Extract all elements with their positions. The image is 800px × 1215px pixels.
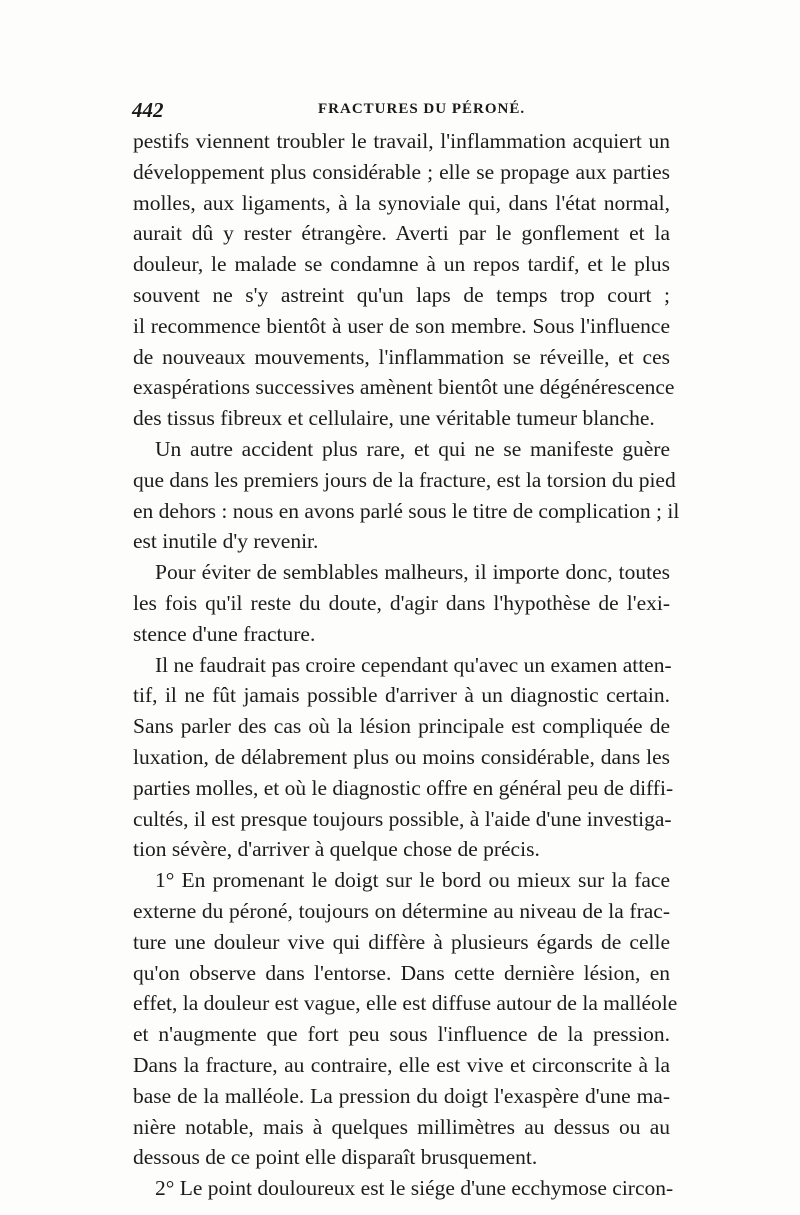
text-line: pestifs viennent troubler le travail, l'inflammation acquiert un [133,129,670,153]
text-line: parties molles, et où le diagnostic offre en général peu de diffi- [133,775,674,800]
text-line: et n'augmente que fort peu sous l'influence de la pression. [133,1022,670,1047]
running-head [130,98,680,128]
text-line: Il ne faudrait pas croire cependant qu'avec un examen atten- [155,652,672,677]
text-line: molles, aux ligaments, à la synoviale qui, dans l'état normal, [133,190,670,215]
text-line: il recommence bientôt à user de son membre. Sous l'influence [133,313,670,338]
running-title: FRACTURES DU PÉRONÉ. [318,101,526,117]
text-line: qu'on observe dans l'entorse. Dans cette dernière lésion, en [133,960,670,985]
text-line: cultés, il est presque toujours possible, à l'aide d'une investiga- [133,806,672,831]
text-line: douleur, le malade se condamne à un repos tardif, et le plus [133,252,670,277]
text-line: exaspérations successives amènent bientôt une dégénérescence [133,375,675,400]
text-line: externe du péroné, toujours on détermine au niveau de la frac- [133,898,670,923]
text-line: aurait dû y rester étrangère. Averti par le gonflement et la [133,221,670,246]
body-text [133,126,680,1204]
text-line: base de la malléole. La pression du doigt l'exaspère d'une ma- [133,1083,670,1108]
text-line: ture une douleur vive qui diffère à plusieurs égards de celle [133,929,670,954]
text-line: tif, il ne fût jamais possible d'arriver à un diagnostic certain. [133,683,670,708]
text-line: dessous de ce point elle disparaît brusquement. [133,1145,538,1170]
page-number: 442 [132,98,164,122]
text-line: en dehors : nous en avons parlé sous le titre de complication ; il [133,498,680,523]
text-line: 1° En promenant le doigt sur le bord ou mieux sur la face [155,868,670,893]
text-line: effet, la douleur est vague, elle est diffuse autour de la malléole [133,991,678,1016]
text-line: Sans parler des cas où la lésion principale est compliquée de [133,714,670,739]
text-line: 2° Le point douloureux est le siége d'une ecchymose circon- [155,1176,674,1201]
text-line: les fois qu'il reste du doute, d'agir dans l'hypothèse de l'exi- [133,590,670,615]
text-line: Pour éviter de semblables malheurs, il importe donc, toutes [155,560,670,585]
text-line: est inutile d'y revenir. [133,529,319,554]
text-line: Un autre accident plus rare, et qui ne se manifeste guère [155,436,670,461]
text-line: développement plus considérable ; elle se propage aux parties [133,159,670,184]
text-line: luxation, de délabrement plus ou moins considérable, dans les [133,744,670,769]
text-line: tion sévère, d'arriver à quelque chose de précis. [133,837,540,862]
text-line: souvent ne s'y astreint qu'un laps de temps trop court ; [133,282,670,307]
text-line: des tissus fibreux et cellulaire, une véritable tumeur blanche. [133,406,655,431]
text-line: Dans la fracture, au contraire, elle est vive et circonscrite à la [133,1052,670,1077]
text-line: stence d'une fracture. [133,621,316,646]
text-line: de nouveaux mouvements, l'inflammation se réveille, et ces [133,344,670,369]
text-line: que dans les premiers jours de la fracture, est la torsion du pied [133,467,676,492]
text-line: nière notable, mais à quelques millimètres au dessus ou au [133,1114,670,1139]
